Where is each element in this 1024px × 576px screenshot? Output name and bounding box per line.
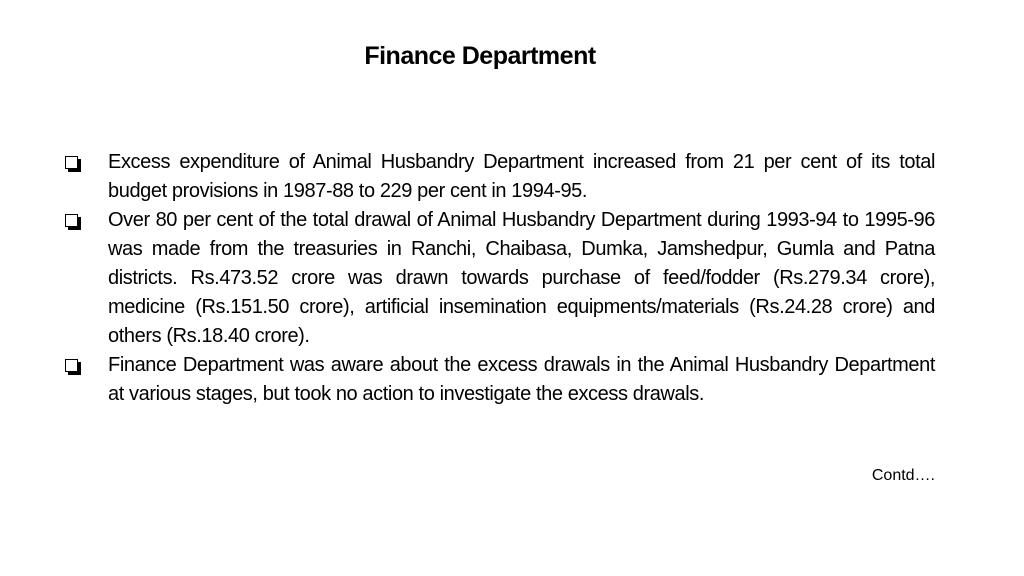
continued-label: Contd…. xyxy=(871,467,935,484)
checkbox-bullet-icon xyxy=(65,214,78,227)
bullet-text: Excess expenditure of Animal Husbandry Department increased from 21 per cent of its total budget provisions in 1987-88 to 229 per cent in 1994-95. xyxy=(108,151,935,202)
list-item xyxy=(62,206,935,351)
page-title: Finance Department xyxy=(364,42,596,70)
bullet-text: Finance Department was aware about the excess drawals in the Animal Husbandry Department at various stages, but took no action to investigate the excess drawals. xyxy=(108,354,935,405)
bullet-text: Over 80 per cent of the total drawal of Animal Husbandry Department during 1993-94 to 1995-96 was made from the treasuries in Ranchi, Chaibasa, Dumka, Jamshedpur, Gumla and Patna districts. Rs.473.52 crore was drawn towards purchase of feed/fodder (Rs.279.34 crore), medicine (Rs.151.50 crore), artificial insemination equipments/materials (Rs.24.28 crore) and others (Rs.18.40 crore). xyxy=(108,209,935,347)
bullet-list xyxy=(62,148,935,409)
checkbox-bullet-icon xyxy=(65,156,78,169)
list-item xyxy=(62,148,935,206)
list-item xyxy=(62,351,935,409)
checkbox-bullet-icon xyxy=(65,359,78,372)
